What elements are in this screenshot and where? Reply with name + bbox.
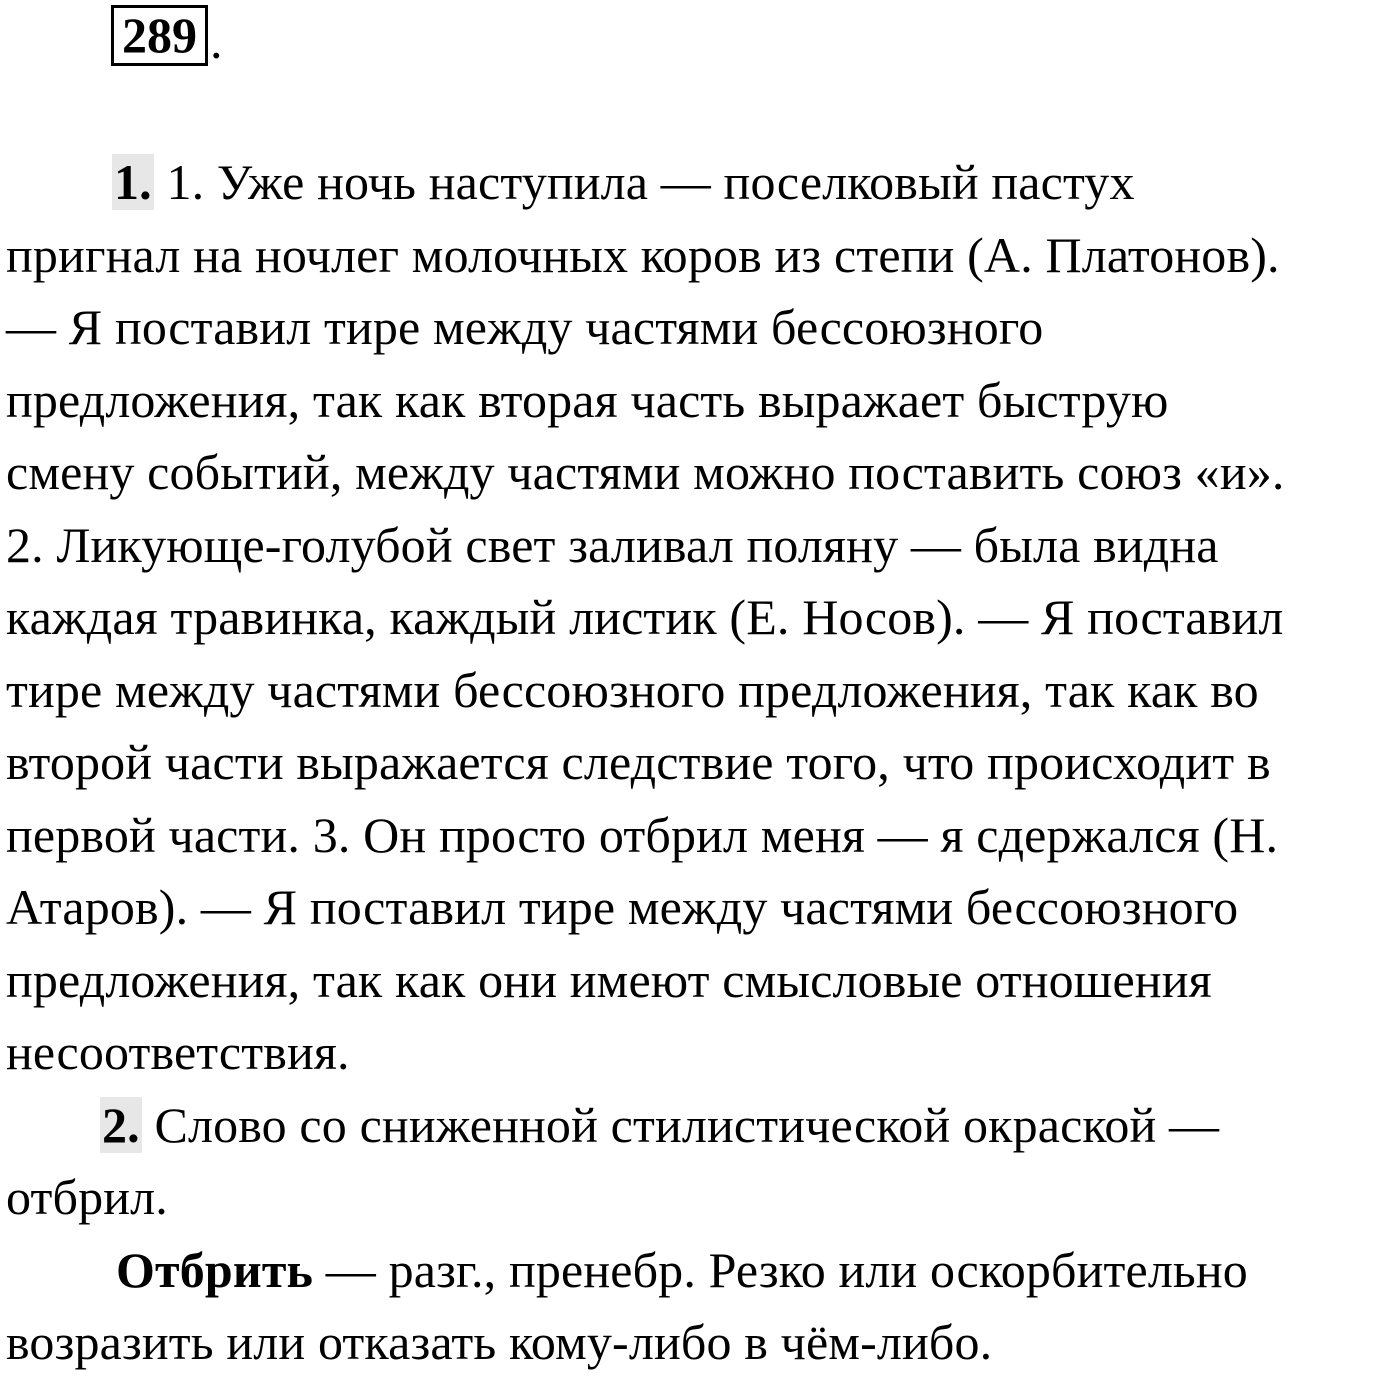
section-1-line-4: предложения, так как вторая часть выражает быструю bbox=[6, 371, 1169, 428]
section-1-line-1 bbox=[6, 146, 1396, 219]
section-2-line-2: отбрил. bbox=[6, 1169, 168, 1225]
section-1-line-6: 2. Ликующе-голубой свет заливал поляну — была видна bbox=[6, 516, 1219, 573]
section-2-line-1-text: Слово со сниженной стилистической окраской — bbox=[154, 1096, 1220, 1153]
section-2-line-1 bbox=[6, 1089, 1396, 1162]
exercise-number-dot: . bbox=[210, 13, 223, 69]
section-2-marker: 2. bbox=[102, 1096, 140, 1153]
section-1-line-8: тире между частями бессоюзного предложения, так как во bbox=[6, 661, 1259, 718]
section-1-line-9: второй части выражается следствие того, что происходит в bbox=[6, 734, 1271, 790]
section-1-line-3: — Я поставил тире между частями бессоюзного bbox=[6, 299, 1044, 355]
section-1-line-7: каждая травинка, каждый листик (Е. Носов). — Я поставил bbox=[6, 589, 1284, 645]
section-1-line-5: смену событий, между частями можно поставить союз «и». bbox=[6, 444, 1285, 500]
section-1-line-13: несоответствия. bbox=[6, 1024, 350, 1080]
definition-term: Отбрить bbox=[116, 1241, 314, 1298]
section-2 bbox=[6, 1089, 1396, 1234]
section-1-line-10: первой части. 3. Он просто отбрил меня — я сдержался (Н. bbox=[6, 806, 1279, 863]
section-1 bbox=[6, 146, 1396, 1089]
section-1-line-12: предложения, так как они имеют смысловые отношения bbox=[6, 951, 1212, 1008]
document-content bbox=[6, 146, 1396, 1379]
exercise-number bbox=[111, 7, 223, 69]
section-1-marker: 1. bbox=[114, 154, 152, 210]
section-1-line-2: пригнал на ночлег молочных коров из степи (А. Платонов). bbox=[6, 226, 1280, 283]
section-1-line-11: Атаров). — Я поставил тире между частями бессоюзного bbox=[6, 879, 1239, 935]
definition-line-1 bbox=[6, 1234, 1396, 1307]
exercise-number-box: 289 bbox=[111, 5, 208, 66]
definition-line-1-text: — разг., пренебр. Резко или оскорбительно bbox=[325, 1241, 1248, 1298]
section-1-line-1-text: 1. Уже ночь наступила — поселковый пастух bbox=[166, 154, 1135, 210]
definition-block bbox=[6, 1234, 1396, 1379]
definition-line-2: возразить или отказать кому-либо в чём-либо. bbox=[6, 1314, 993, 1370]
